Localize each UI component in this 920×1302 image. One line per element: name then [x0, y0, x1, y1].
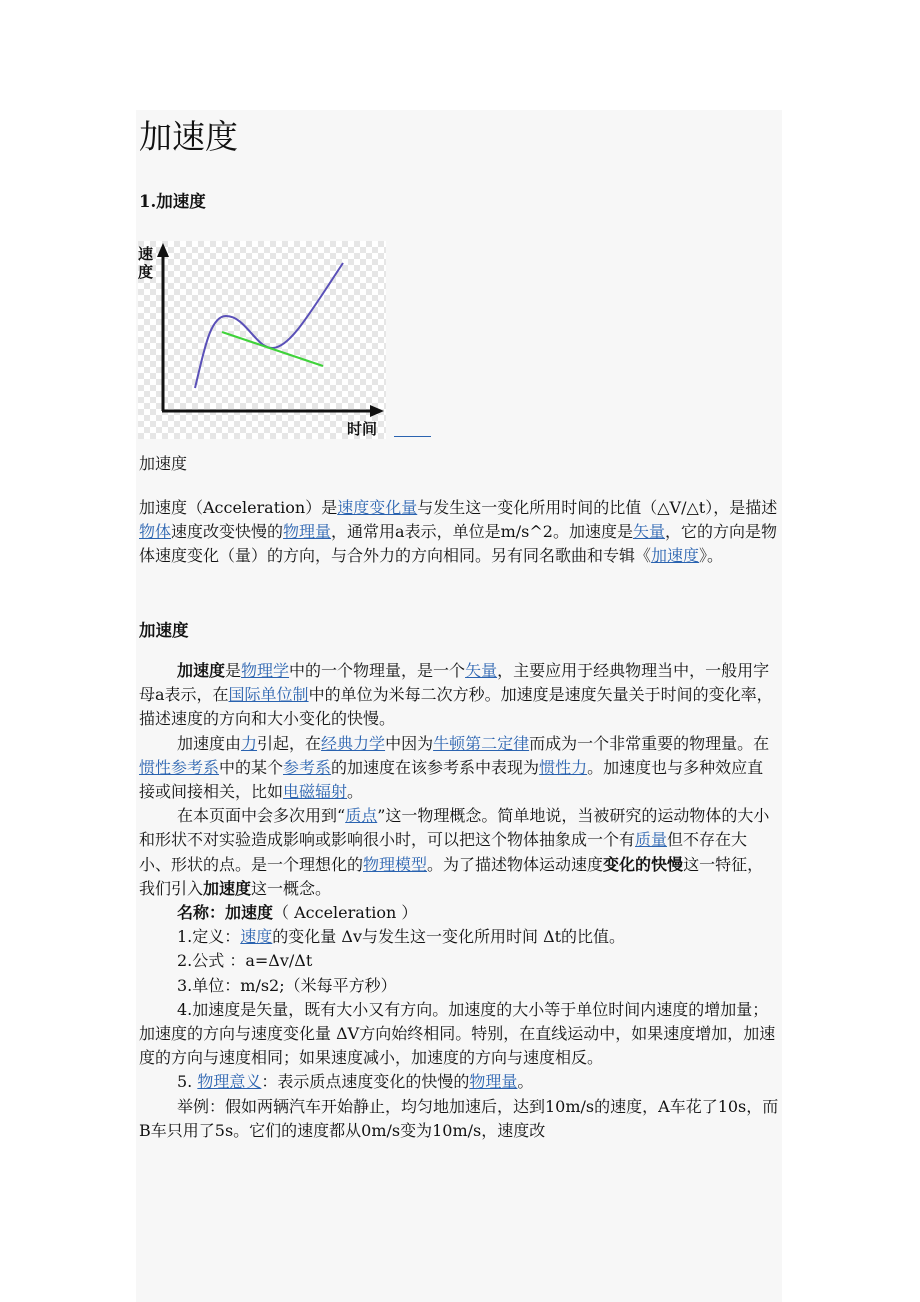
link-vector-2[interactable]: 矢量 — [465, 661, 498, 680]
meaning-line: 5. 物理意义：表示质点速度变化的快慢的物理量。 — [177, 1072, 534, 1092]
link-physical-quantity[interactable]: 物理量 — [283, 522, 332, 541]
section-heading-2: 加速度 — [139, 621, 189, 640]
paragraph-force: 加速度由力引起，在经典力学中因为牛顿第二定律而成为一个非常重要的物理量。在惯性参考系中的某个参考系的加速度在该参考系中表现为惯性力。加速度也与多种效应直接或间接相关，比如电磁辐射。 — [139, 733, 770, 802]
link-physics[interactable]: 物理学 — [241, 661, 290, 680]
link-si-units[interactable]: 国际单位制 — [228, 685, 309, 705]
page-title: 加速度 — [139, 117, 238, 156]
link-physical-quantity-2[interactable]: 物理量 — [469, 1072, 518, 1092]
link-velocity[interactable]: 速度 — [240, 927, 273, 947]
link-mass[interactable]: 质量 — [635, 830, 668, 850]
lead-paragraph: 加速度（Acceleration）是速度变化量与发生这一变化所用时间的比值（△V/△t），是描述物体速度改变快慢的物理量，通常用a表示，单位是m/s^2。加速度是矢量，它的方向是物体速度变化（量）的方向，与合外力的方向相同。另有同名歌曲和专辑《加速度》。 — [139, 498, 778, 565]
article-body — [139, 659, 779, 1143]
link-reference-frame[interactable]: 参考系 — [283, 757, 332, 777]
link-object[interactable]: 物体 — [139, 522, 172, 541]
x-axis-label: 时间 — [347, 421, 378, 438]
name-line: 名称：加速度（ Acceleration ） — [177, 903, 418, 923]
formula-line: 2.公式 ：a=Δv/Δt — [177, 951, 313, 971]
figure-background — [138, 241, 386, 439]
link-album-acceleration[interactable]: 加速度 — [651, 546, 700, 565]
vector-paragraph: 4.加速度是矢量，既有大小又有方向。加速度的大小等于单位时间内速度的增加量；加速度的方向与速度变化量 ΔV方向始终相同。特别，在直线运动中，如果速度增加，加速度的方向与速度相同；如果速度减小，加速度的方向与速度相反。 — [139, 999, 776, 1068]
figure-link[interactable] — [394, 436, 431, 437]
section-heading-1: 1.加速度 — [139, 192, 206, 211]
paragraph-definition: 加速度是物理学中的一个物理量，是一个矢量，主要应用于经典物理当中，一般用字母a表示，在国际单位制中的单位为米每二次方秒。加速度是速度矢量关于时间的变化率，描述速度的方向和大小变化的快慢。 — [139, 661, 773, 729]
link-inertial-force[interactable]: 惯性力 — [539, 757, 588, 777]
link-particle[interactable]: 质点 — [345, 806, 378, 826]
definition-line: 1.定义：速度的变化量 Δv与发生这一变化所用时间 Δt的比值。 — [177, 927, 626, 947]
link-classical-mechanics[interactable]: 经典力学 — [321, 733, 386, 753]
link-physical-model[interactable]: 物理模型 — [363, 854, 428, 874]
y-axis-label-2: 度 — [138, 264, 154, 281]
y-axis-label-1: 速 — [138, 246, 154, 263]
link-physical-meaning[interactable]: 物理意义 — [197, 1072, 262, 1092]
example-paragraph: 举例：假如两辆汽车开始静止，均匀地加速后，达到10m/s的速度，A车花了10s，而B车只用了5s。它们的速度都从0m/s变为10m/s，速度改 — [139, 1096, 779, 1140]
paragraph-particle: 在本页面中会多次用到“质点”这一物理概念。简单地说，当被研究的运动物体的大小和形状不对实验造成影响或影响很小时，可以把这个物体抽象成一个有质量但不存在大小、形状的点。是一个理想化的物理模型。为了描述物体运动速度变化的快慢这一特征，我们引入加速度这一概念。 — [139, 806, 770, 898]
link-newtons-second-law[interactable]: 牛顿第二定律 — [433, 733, 530, 753]
link-velocity-change[interactable]: 速度变化量 — [337, 498, 418, 517]
link-force[interactable]: 力 — [241, 733, 258, 753]
link-vector[interactable]: 矢量 — [632, 522, 665, 541]
article-page — [136, 110, 782, 1302]
velocity-time-figure — [138, 241, 386, 439]
figure-caption: 加速度 — [139, 454, 188, 473]
unit-line: 3.单位：m/s2;（米每平方秒） — [177, 975, 397, 995]
link-inertial-frame[interactable]: 惯性参考系 — [139, 757, 220, 777]
link-electromagnetic-radiation[interactable]: 电磁辐射 — [283, 782, 348, 802]
